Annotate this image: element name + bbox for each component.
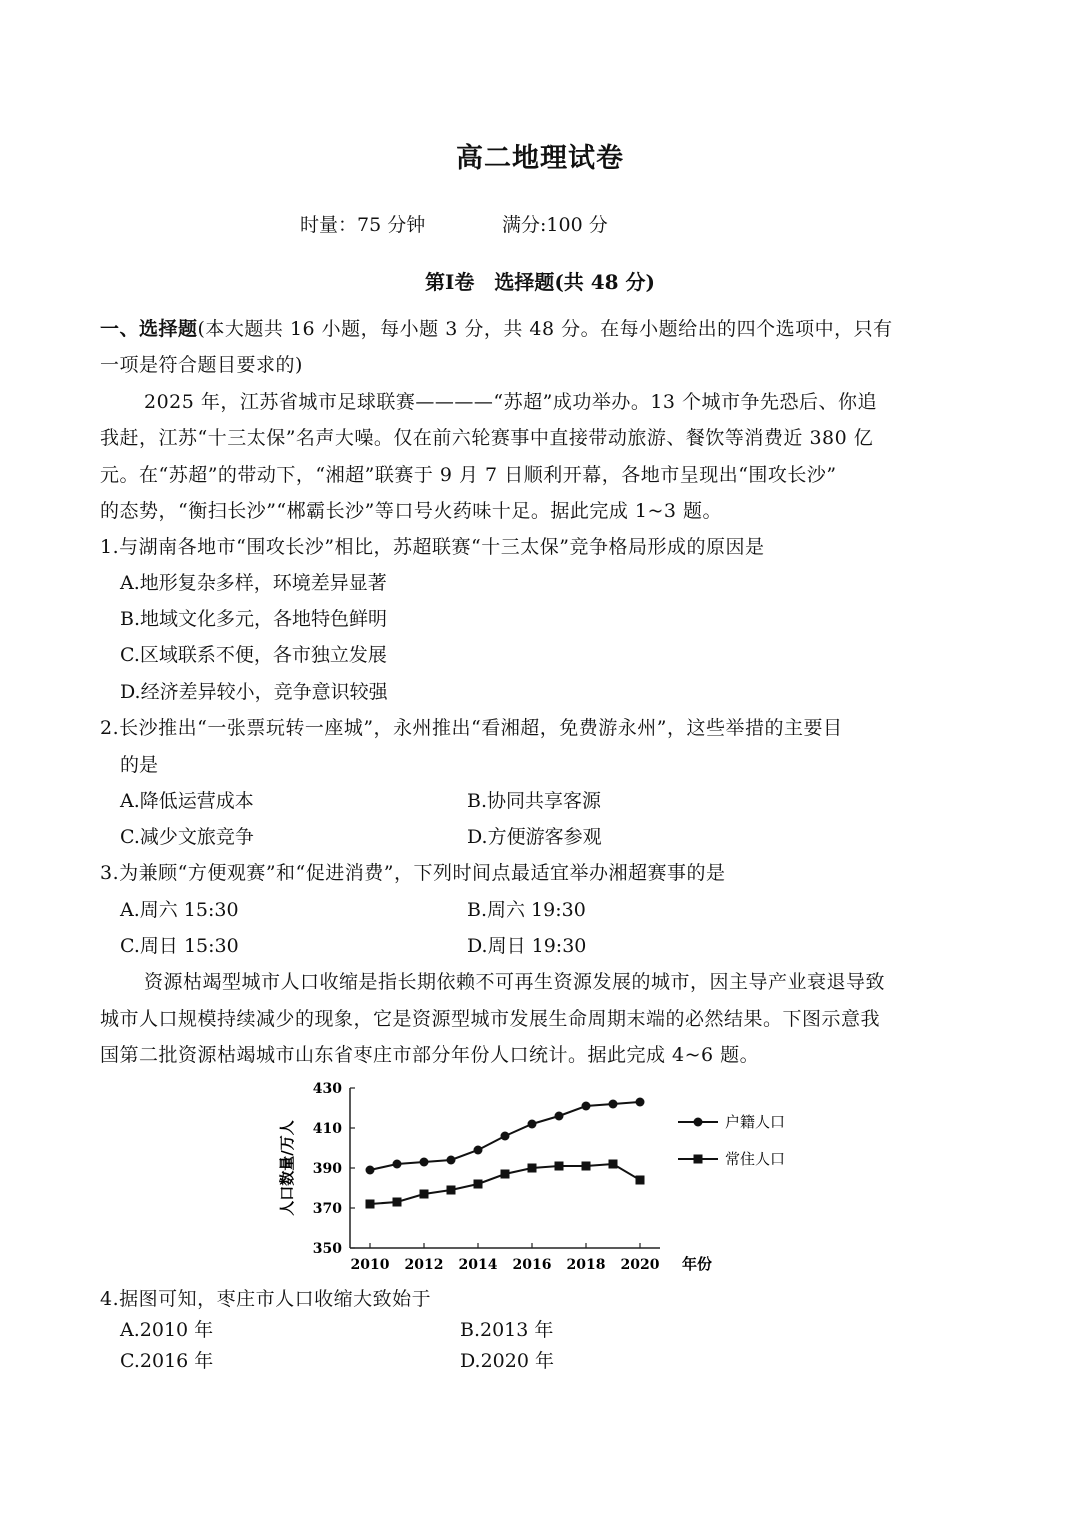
data-point-huji — [420, 1158, 429, 1167]
data-point-changzhu — [528, 1164, 537, 1173]
exam-time: 时量：75 分钟 — [300, 214, 426, 236]
data-point-changzhu — [474, 1180, 483, 1189]
q1-option-c: C.区域联系不便，各市独立发展 — [120, 644, 387, 666]
data-point-changzhu — [582, 1162, 591, 1171]
data-point-huji — [609, 1100, 618, 1109]
q3-option-a: A.周六 15:30 — [120, 899, 239, 921]
passage1-line: 2025 年，江苏省城市足球联赛————“苏超”成功举办。13 个城市争先恐后、你追 — [144, 391, 878, 413]
q4-option-d: D.2020 年 — [460, 1350, 554, 1372]
population-chart — [270, 1070, 810, 1285]
instructions-line-1 — [100, 314, 893, 341]
y-tick-label: 350 — [312, 1241, 342, 1257]
passage2-line: 资源枯竭型城市人口收缩是指长期依赖不可再生资源发展的城市，因主导产业衰退导致 — [144, 971, 886, 993]
data-point-huji — [366, 1166, 375, 1175]
x-tick-label: 2018 — [566, 1257, 606, 1273]
y-tick-label: 410 — [312, 1121, 342, 1137]
q3-option-c: C.周日 15:30 — [120, 935, 239, 957]
data-point-changzhu — [609, 1160, 618, 1169]
instructions-label: 一、选择题 — [100, 318, 198, 340]
q2-stem: 2.长沙推出“一张票玩转一座城”，永州推出“看湘超，免费游永州”，这些举措的主要目 — [100, 717, 843, 739]
q4-option-b: B.2013 年 — [460, 1319, 554, 1341]
data-point-huji — [528, 1120, 537, 1129]
legend-label-changzhu: 常住人口 — [725, 1150, 786, 1168]
q3-option-d: D.周日 19:30 — [467, 935, 587, 957]
data-point-changzhu — [555, 1162, 564, 1171]
instructions-line-2: 一项是符合题目要求的) — [100, 354, 303, 376]
data-point-huji — [636, 1098, 645, 1107]
x-tick-label: 2014 — [458, 1257, 498, 1273]
q2-option-c: C.减少文旅竞争 — [120, 826, 254, 848]
data-point-changzhu — [501, 1170, 510, 1179]
data-point-changzhu — [636, 1176, 645, 1185]
data-point-huji — [555, 1112, 564, 1121]
legend-marker-circle — [694, 1118, 703, 1127]
q3-stem: 3.为兼顾“方便观赛”和“促进消费”，下列时间点最适宜举办湘超赛事的是 — [100, 862, 726, 884]
data-point-changzhu — [393, 1198, 402, 1207]
x-tick-label: 2012 — [404, 1257, 444, 1273]
passage1-line: 元。在“苏超”的带动下，“湘超”联赛于 9 月 7 日顺利开幕，各地市呈现出“围攻长沙” — [100, 464, 837, 486]
passage2-line: 国第二批资源枯竭城市山东省枣庄市部分年份人口统计。据此完成 4~6 题。 — [100, 1044, 760, 1066]
data-point-changzhu — [366, 1200, 375, 1209]
legend-label-huji: 户籍人口 — [725, 1113, 786, 1131]
q2-option-a: A.降低运营成本 — [120, 790, 254, 812]
q1-option-b: B.地域文化多元，各地特色鲜明 — [120, 608, 388, 630]
q2-option-d: D.方便游客参观 — [467, 826, 602, 848]
data-point-changzhu — [447, 1186, 456, 1195]
q1-stem: 1.与湖南各地市“围攻长沙”相比，苏超联赛“十三太保”竞争格局形成的原因是 — [100, 536, 765, 558]
data-point-huji — [447, 1156, 456, 1165]
q1-option-a: A.地形复杂多样，环境差异显著 — [120, 572, 387, 594]
x-tick-label: 2020 — [620, 1257, 660, 1273]
q2-stem-cont: 的是 — [120, 754, 159, 776]
section-heading: 第Ⅰ卷 选择题(共 48 分) — [424, 270, 656, 294]
legend-marker-square — [694, 1155, 703, 1164]
x-tick-label: 2010 — [350, 1257, 390, 1273]
data-point-huji — [474, 1146, 483, 1155]
x-axis-label: 年份 — [682, 1255, 713, 1273]
passage1-line: 的态势，“衡扫长沙”“郴霸长沙”等口号火药味十足。据此完成 1~3 题。 — [100, 500, 723, 522]
data-point-huji — [582, 1102, 591, 1111]
data-point-changzhu — [420, 1190, 429, 1199]
q4-option-a: A.2010 年 — [120, 1319, 214, 1341]
q4-stem: 4.据图可知，枣庄市人口收缩大致始于 — [100, 1288, 432, 1310]
y-axis-label: 人口数量/万人 — [278, 1120, 296, 1216]
y-tick-label: 370 — [312, 1201, 342, 1217]
data-point-huji — [501, 1132, 510, 1141]
y-tick-label: 430 — [312, 1081, 342, 1097]
page-title: 高二地理试卷 — [456, 143, 624, 174]
passage1-line: 我赶，江苏“十三太保”名声大噪。仅在前六轮赛事中直接带动旅游、餐饮等消费近 380 亿 — [100, 427, 874, 449]
x-tick-label: 2016 — [512, 1257, 552, 1273]
q1-option-d: D.经济差异较小，竞争意识较强 — [120, 681, 388, 703]
y-tick-label: 390 — [312, 1161, 342, 1177]
data-point-huji — [393, 1160, 402, 1169]
instructions-text: (本大题共 16 小题，每小题 3 分，共 48 分。在每小题给出的四个选项中，只有 — [197, 318, 893, 340]
passage2-line: 城市人口规模持续减少的现象，它是资源型城市发展生命周期末端的必然结果。下图示意我 — [100, 1008, 881, 1030]
q2-option-b: B.协同共享客源 — [467, 790, 602, 812]
exam-score: 满分:100 分 — [502, 214, 608, 236]
q3-option-b: B.周六 19:30 — [467, 899, 586, 921]
q4-option-c: C.2016 年 — [120, 1350, 214, 1372]
